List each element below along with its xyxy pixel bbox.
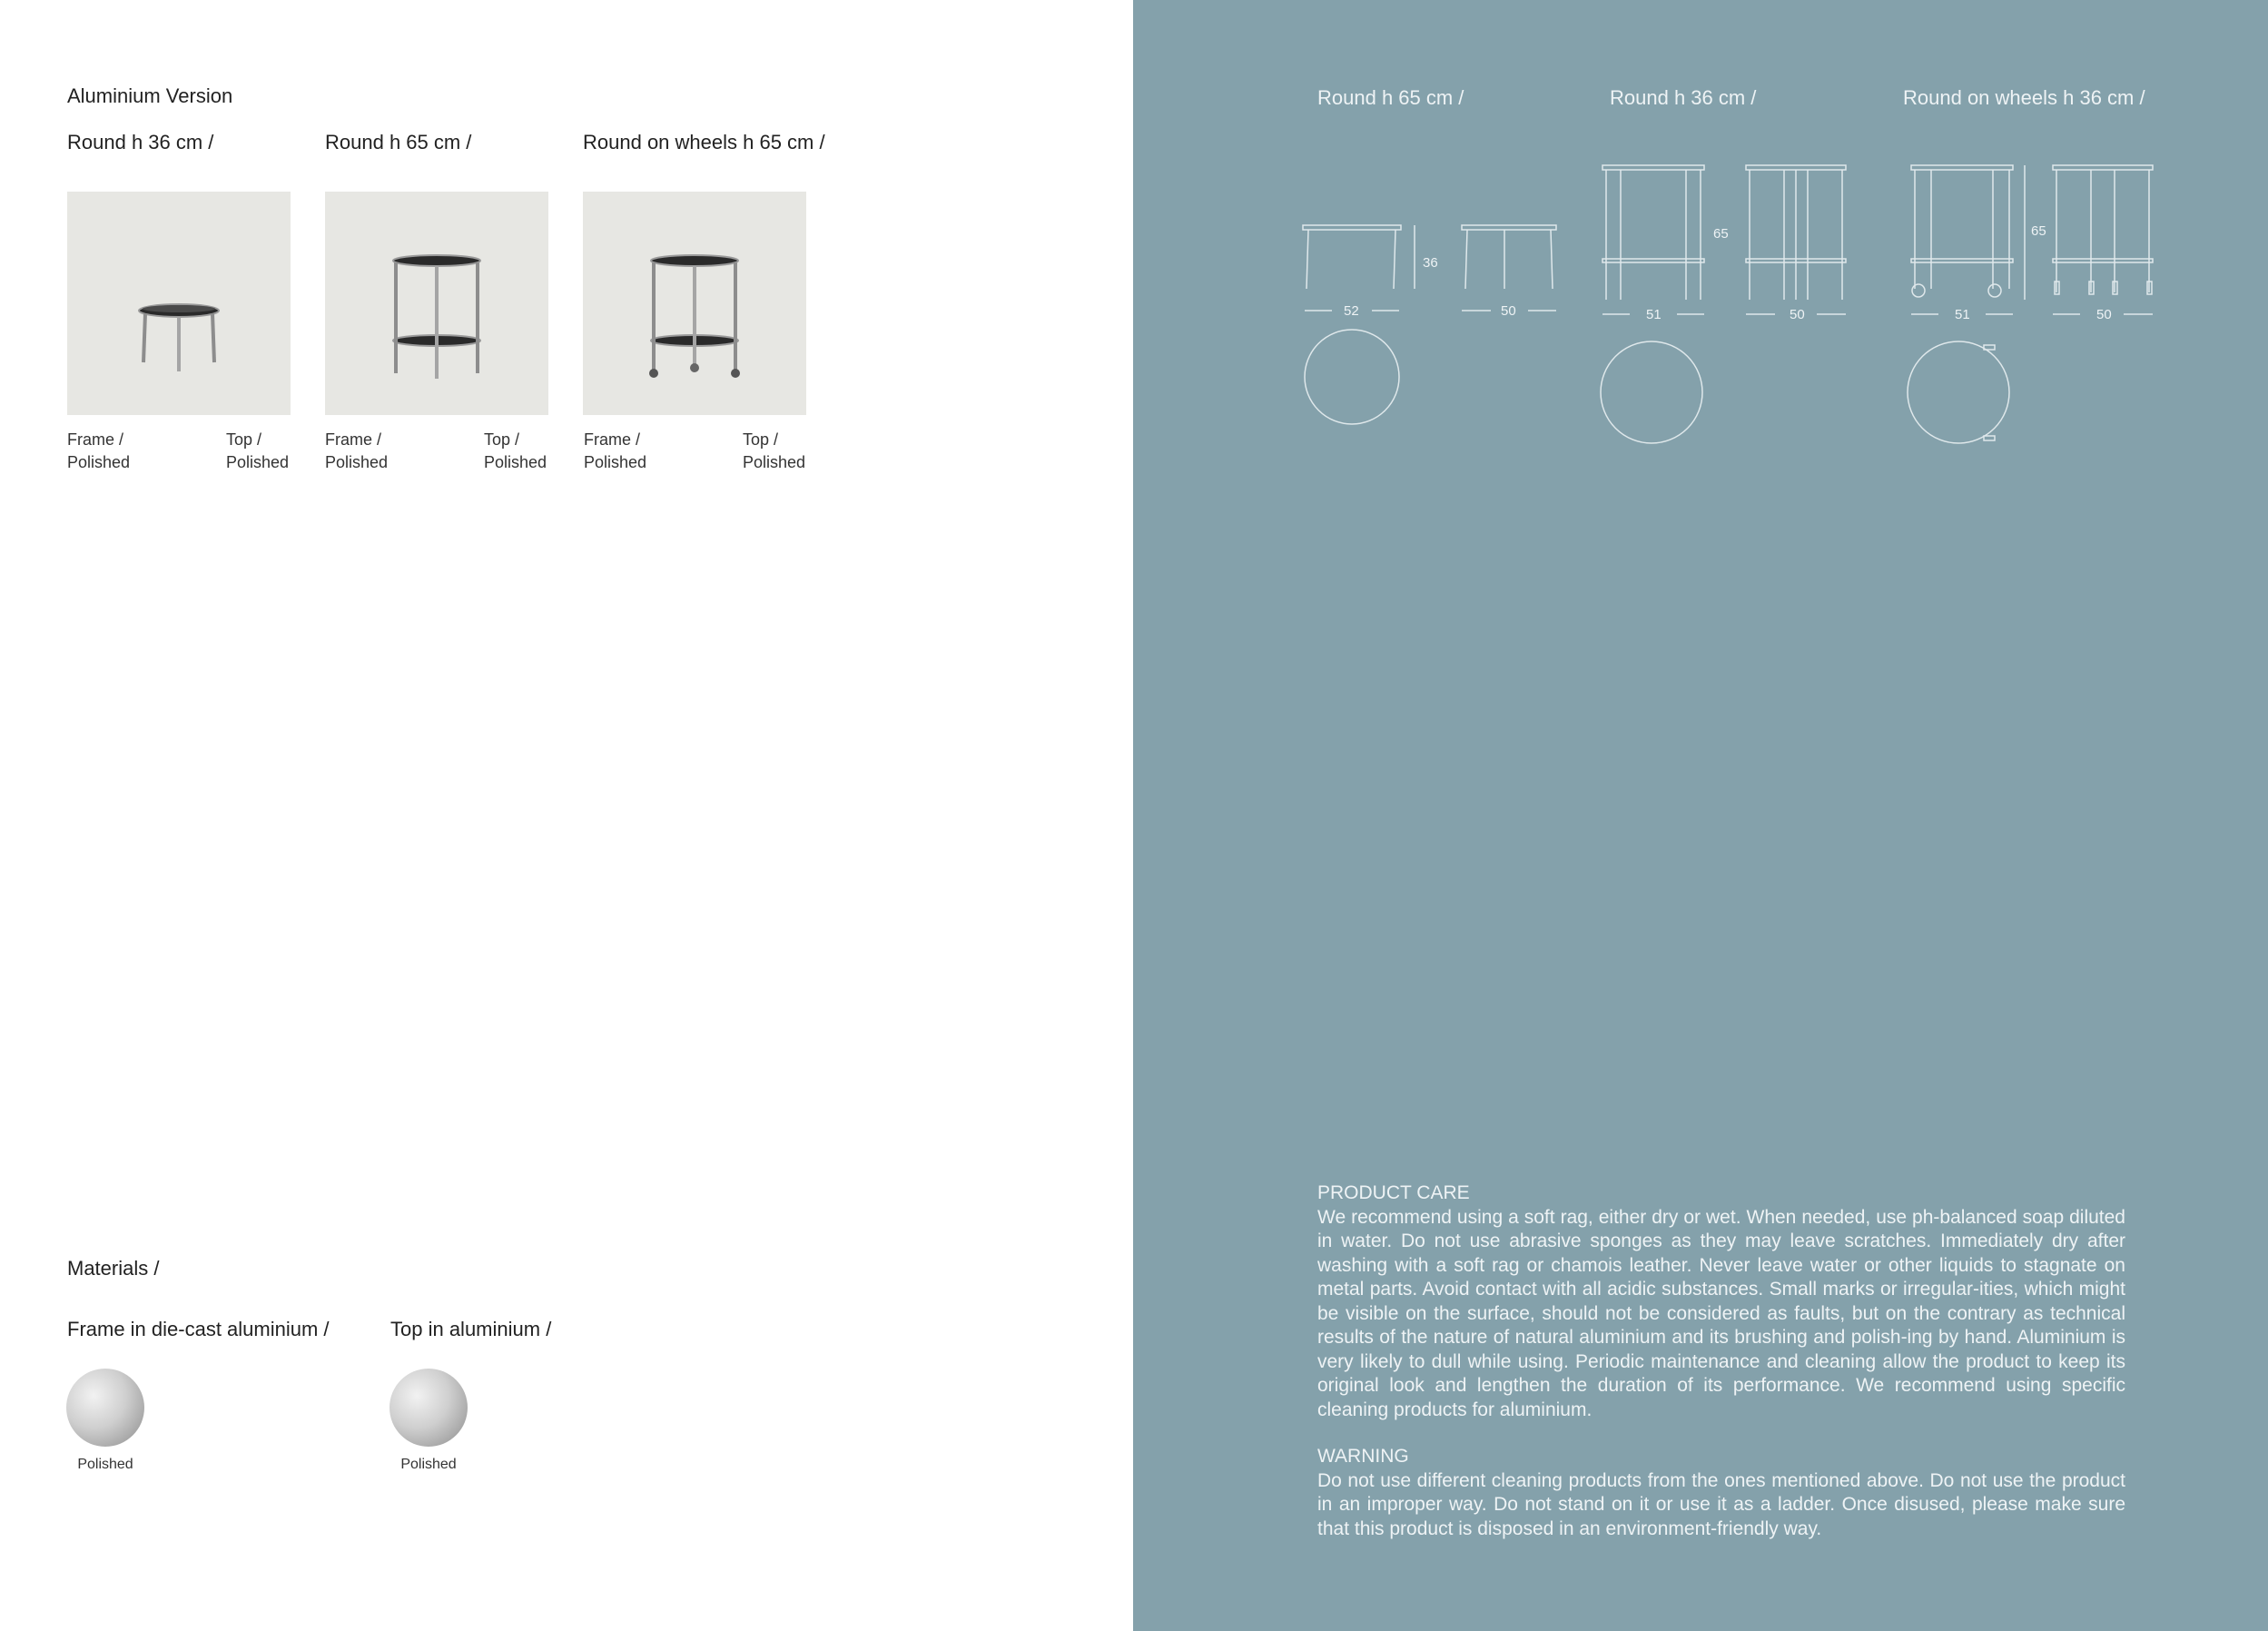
left-page — [0, 0, 1133, 1631]
product-photo-tall-table — [325, 192, 548, 415]
spec-frame-label: Frame / — [584, 430, 641, 449]
material-finish-top: Polished — [400, 1457, 457, 1472]
dim-height-3: 65 — [2031, 223, 2046, 239]
warning-body: Do not use different cleaning products from the ones mentioned above. Do not use the product in an improper way. Do not stand on it or use it as a ladder. Once disused, please make sure that this product is disposed in an environment-friendly way. — [1317, 1469, 2125, 1539]
spec-top-label: Top / — [743, 430, 779, 449]
spec-frame-3 — [584, 429, 646, 474]
drawing-group-tall-table — [1601, 165, 1846, 443]
dim-height-2: 65 — [1713, 226, 1729, 242]
spec-frame-label: Frame / — [325, 430, 382, 449]
spec-top-value: Polished — [484, 453, 547, 471]
spec-top-value: Polished — [226, 453, 290, 471]
spec-frame-2 — [325, 429, 388, 474]
product-care-section — [1317, 1181, 2125, 1422]
drawing-group-wheels-table — [1908, 165, 2153, 443]
variant-title-1: Round h 36 cm / — [67, 131, 214, 153]
material-title-top: Top in aluminium / — [390, 1318, 552, 1340]
dim-width-1: 52 — [1344, 303, 1359, 319]
warning-heading: WARNING — [1317, 1446, 1409, 1467]
dim-depth-2: 50 — [1790, 307, 1805, 322]
spec-top-value: Polished — [743, 453, 806, 471]
dim-depth-3: 50 — [2096, 307, 2112, 322]
dim-width-2: 51 — [1646, 307, 1662, 322]
spec-frame-value: Polished — [325, 453, 389, 471]
spec-top-1 — [226, 429, 289, 474]
spec-frame-value: Polished — [584, 453, 647, 471]
material-title-frame: Frame in die-cast aluminium / — [67, 1318, 330, 1340]
product-care-heading: PRODUCT CARE — [1317, 1182, 1470, 1203]
spec-top-2 — [484, 429, 547, 474]
spec-top-label: Top / — [484, 430, 520, 449]
variant-title-3: Round on wheels h 65 cm / — [583, 131, 825, 153]
drawing-group-low-table — [1303, 225, 1556, 424]
materials-title: Materials / — [67, 1257, 160, 1280]
spec-frame-value: Polished — [67, 453, 131, 471]
warning-section — [1317, 1445, 2125, 1541]
material-finish-frame: Polished — [77, 1457, 133, 1472]
spec-frame-1 — [67, 429, 130, 474]
drawing-title-2: Round h 36 cm / — [1610, 86, 1757, 109]
product-care-body: We recommend using a soft rag, either dry or wet. When needed, use ph-balanced soap diluted in water. Do not use abrasive sponges as they may leave scratches. Immediately dry after washing with a soft rag or chamois leather. Never leave water or other liquids to stagnate on metal parts. Avoid contact with all acidic substances. Small marks or irregular-ities, which might be visible on the surface, should not be considered as faults, but on the contrary as technical results of the nature of natural aluminium and its brushing and polish-ing by hand. Aluminium is very likely to dull while using. Periodic maintenance and cleaning allow the product to keep its original look and lengthen the duration of its performance. We recommend using specific cleaning products for aluminium. — [1317, 1206, 2125, 1420]
drawing-title-3: Round on wheels h 36 cm / — [1903, 86, 2145, 109]
variant-title-2: Round h 65 cm / — [325, 131, 472, 153]
dim-width-3: 51 — [1955, 307, 1970, 322]
version-title: Aluminium Version — [67, 84, 233, 107]
technical-drawings — [1294, 154, 2165, 454]
product-photo-low-table — [67, 192, 291, 415]
spec-top-label: Top / — [226, 430, 262, 449]
right-page — [1133, 0, 2268, 1631]
product-photo-wheels-table — [583, 192, 806, 415]
dim-depth-1: 50 — [1501, 303, 1516, 319]
material-swatch-top — [390, 1369, 468, 1447]
material-swatch-frame — [66, 1369, 144, 1447]
spec-top-3 — [743, 429, 805, 474]
drawing-title-1: Round h 65 cm / — [1317, 86, 1464, 109]
spec-frame-label: Frame / — [67, 430, 124, 449]
dim-height-1: 36 — [1423, 255, 1438, 271]
